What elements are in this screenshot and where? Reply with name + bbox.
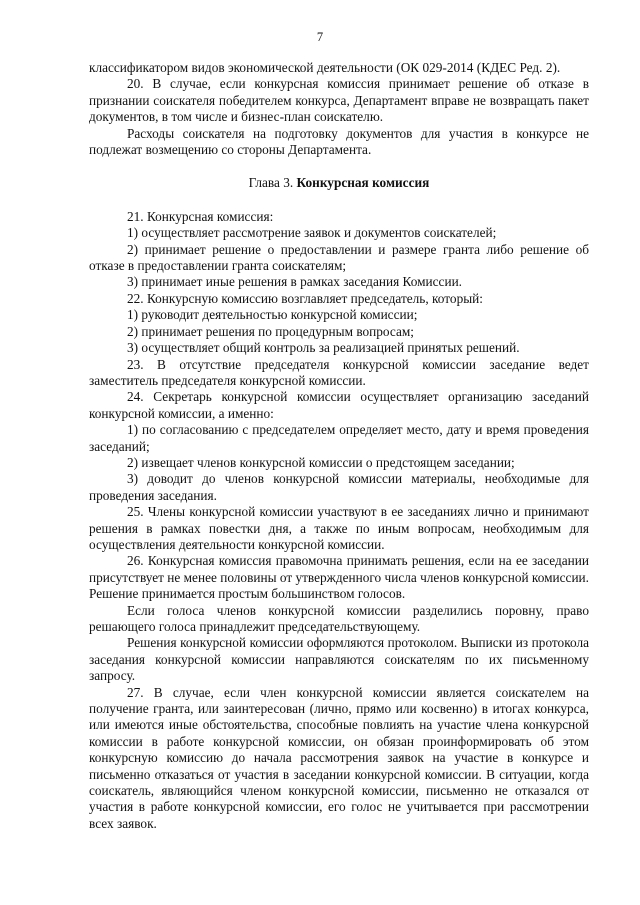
paragraph: 27. В случае, если член конкурсной комиссии является соискателем на получение гранта, или заинтересован (лично, прямо или косвенно) в итогах конкурса, или имеются иные обстоятельства, способные повлиять на участие члена конкурсной комиссии в работе конкурсной комиссии, он обязан проинформировать об этом конкурсную комиссию до начала рассмотрения заявок на участие в конкурсе и письменно отказаться от участия в заседании конкурсной комиссии. В ситуации, когда соискатель, являющийся членом конкурсной комиссии, письменно не отказался от участия в работе конкурсной комиссии, его голос не учитывается при рассмотрении всех заявок.: [89, 684, 589, 831]
list-item: 3) доводит до членов конкурсной комиссии материалы, необходимые для проведения заседания.: [89, 471, 589, 503]
paragraph: классификатором видов экономической деятельности (ОК 029-2014 (КДЕС Ред. 2).: [89, 60, 561, 75]
paragraph: Расходы соискателя на подготовку документов для участия в конкурсе не подлежат возмещению со стороны Департамента.: [89, 125, 589, 158]
list-item: 1) руководит деятельностью конкурсной комиссии;: [127, 307, 418, 323]
paragraph: Решения конкурсной комиссии оформляются протоколом. Выписки из протокола заседания конкурсной комиссии направляются соискателям по их письменному запросу.: [89, 635, 589, 684]
list-item: 2) принимает решение о предоставлении и размере гранта либо решение об отказе в предоставлении гранта соискателям;: [89, 241, 589, 274]
list-item: 2) извещает членов конкурсной комиссии о предстоящем заседании;: [127, 454, 515, 470]
paragraph: 24. Секретарь конкурсной комиссии осуществляет организацию заседаний конкурсной комиссии, а именно:: [89, 389, 589, 421]
paragraph: 23. В отсутствие председателя конкурсной комиссии заседание ведет заместитель председателя конкурсной комиссии.: [89, 356, 589, 388]
paragraph: 22. Конкурсную комиссию возглавляет председатель, который:: [127, 290, 483, 306]
chapter-heading: [89, 175, 589, 191]
list-item: 3) принимает иные решения в рамках заседания Комиссии.: [127, 274, 463, 290]
chapter-title: Конкурсная комиссия: [296, 175, 430, 191]
page-number: 7: [316, 30, 324, 44]
document-body: [89, 60, 589, 832]
chapter-prefix: Глава 3.: [248, 175, 297, 191]
list-item: 2) принимает решения по процедурным вопросам;: [127, 323, 414, 339]
paragraph: 20. В случае, если конкурсная комиссия принимает решение об отказе в признании соискателя победителем конкурса, Департамент вправе не возвращать пакет документов, в том числе и бизнес-план соискателю.: [89, 76, 589, 125]
list-item: 1) по согласованию с председателем определяет место, дату и время проведения заседаний;: [89, 422, 589, 454]
paragraph: 26. Конкурсная комиссия правомочна принимать решения, если на ее заседании присутствует не менее половины от утвержденного числа членов конкурсной комиссии. Решение принимается простым большинством голосов.: [89, 553, 589, 602]
list-item: 1) осуществляет рассмотрение заявок и документов соискателей;: [127, 225, 497, 241]
paragraph: Если голоса членов конкурсной комиссии разделились поровну, право решающего голоса принадлежит председательствующему.: [89, 602, 589, 634]
list-item: 3) осуществляет общий контроль за реализацией принятых решений.: [127, 340, 520, 356]
paragraph: 21. Конкурсная комиссия:: [127, 208, 274, 224]
paragraph: 25. Члены конкурсной комиссии участвуют в ее заседаниях лично и принимают решения в рамках повестки дня, а также по иным вопросам, необходимым для осуществления деятельности конкурсной комиссии.: [89, 504, 589, 552]
